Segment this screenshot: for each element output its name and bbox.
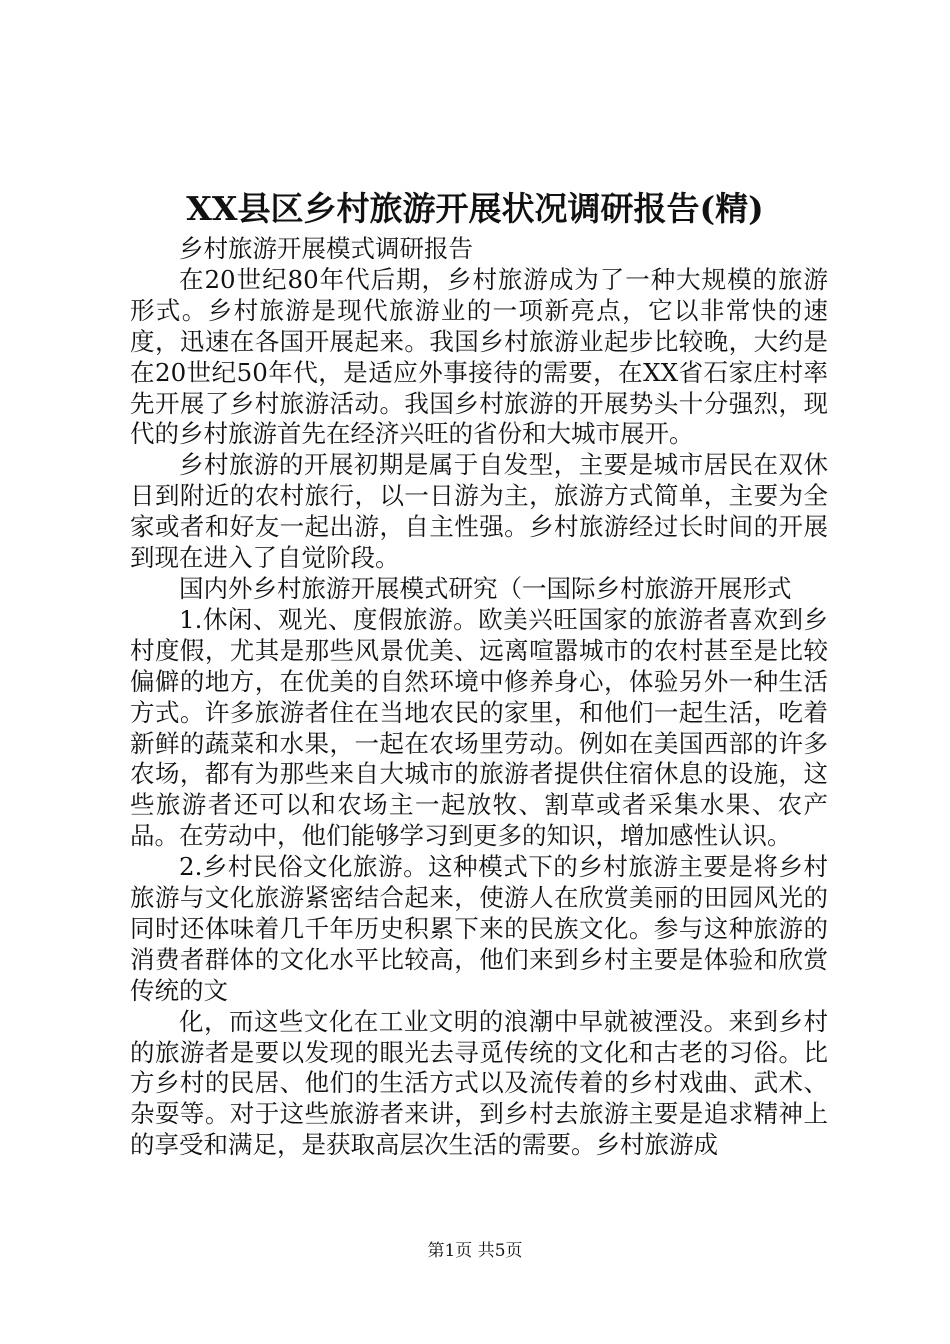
- document-body: [130, 234, 828, 1161]
- paragraph-intro: 在20世纪80年代后期，乡村旅游成为了一种大规模的旅游形式。乡村旅游是现代旅游业的一项新亮点，它以非常快的速度，迅速在各国开展起来。我国乡村旅游业起步比较晚，大约是在20世纪50年代，是适应外事接待的需要，在XX省石家庄村率先开展了乡村旅游活动。我国乡村旅游的开展势头十分强烈，现代的乡村旅游首先在经济兴旺的省份和大城市展开。: [130, 264, 828, 449]
- paragraph-subtitle: 乡村旅游开展模式调研报告: [179, 234, 473, 263]
- paragraph-leisure-tourism: 1.休闲、观光、度假旅游。欧美兴旺国家的旅游者喜欢到乡村度假，尤其是那些风景优美、远离喧嚣城市的农村甚至是比较偏僻的地方，在优美的自然环境中修养身心，体验另外一种生活方式。许多旅游者住在当地农民的家里，和他们一起生活，吃着新鲜的蔬菜和水果，一起在农场里劳动。例如在美国西部的许多农场，都有为那些来自大城市的旅游者提供住宿休息的设施，这些旅游者还可以和农场主一起放牧、割草或者采集水果、农产品。在劳动中，他们能够学习到更多的知识，增加感性认识。: [130, 604, 828, 851]
- paragraph-section-heading: 国内外乡村旅游开展模式研究（一国际乡村旅游开展形式: [179, 573, 792, 603]
- paragraph-folk-culture: 2.乡村民俗文化旅游。这种模式下的乡村旅游主要是将乡村旅游与文化旅游紧密结合起来，使游人在欣赏美丽的田园风光的同时还体味着几千年历史积累下来的民族文化。参与这种旅游的消费者群体的文化水平比较高，他们来到乡村主要是体验和欣赏传统的文: [130, 852, 828, 1005]
- paragraph-early-development: 乡村旅游的开展初期是属于自发型，主要是城市居民在双休日到附近的农村旅行，以一日游为主，旅游方式简单，主要为全家或者和好友一起出游，自主性强。乡村旅游经过长时间的开展到现在进入了自觉阶段。: [130, 450, 828, 573]
- paragraph-culture-continued: 化，而这些文化在工业文明的浪潮中早就被湮没。来到乡村的旅游者是要以发现的眼光去寻觅传统的文化和古老的习俗。比方乡村的民居、他们的生活方式以及流传着的乡村戏曲、武术、杂耍等。对于这些旅游者来讲，到乡村去旅游主要是追求精神上的享受和满足，是获取高层次生活的需要。乡村旅游成: [130, 1006, 828, 1160]
- document-title: XX县区乡村旅游开展状况调研报告(精): [186, 189, 764, 228]
- page-footer: 第1页 共5页: [427, 1241, 523, 1261]
